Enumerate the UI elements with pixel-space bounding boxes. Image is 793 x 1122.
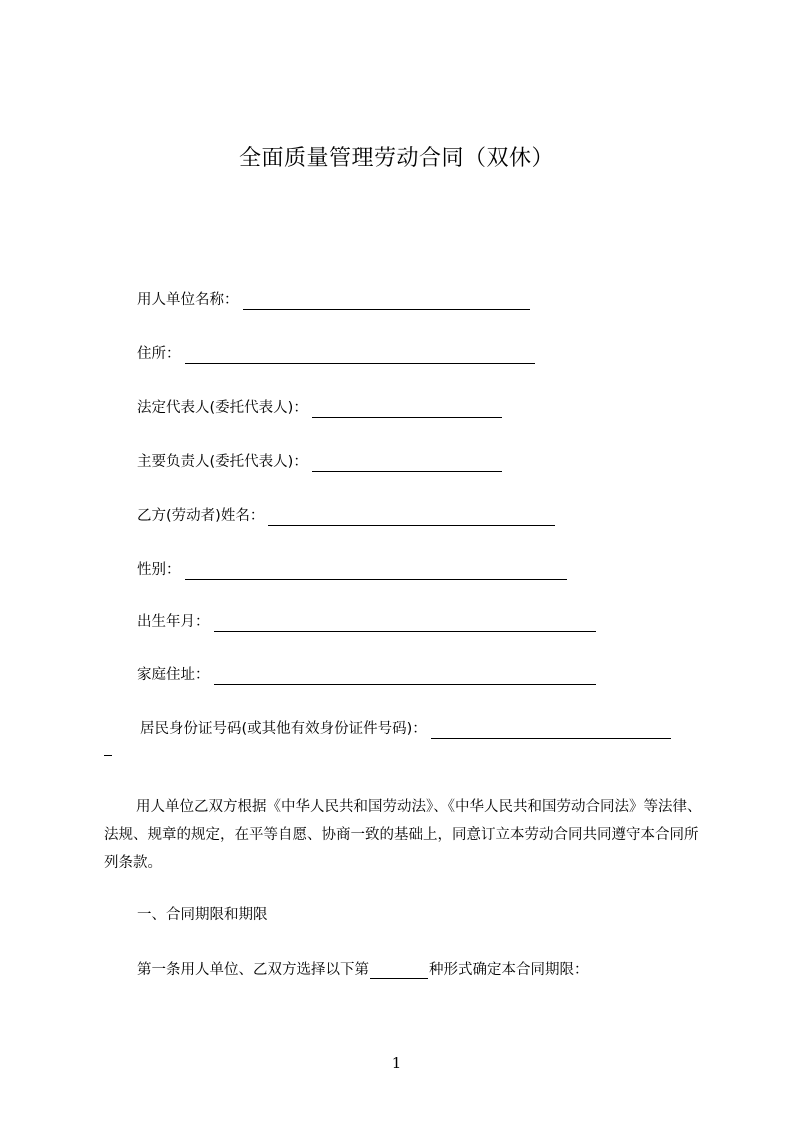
field-birth-date (137, 612, 596, 632)
fill-in-line (214, 617, 596, 632)
field-legal-representative (137, 398, 502, 418)
field-label: 法定代表人(委托代表人)： (137, 400, 308, 416)
field-gender (137, 560, 567, 580)
fill-in-line-continuation (104, 755, 112, 756)
field-label: 出生年月： (137, 614, 210, 630)
fill-in-line (214, 670, 596, 685)
field-home-address (137, 665, 596, 685)
field-address (137, 344, 535, 364)
fill-in-line (431, 724, 671, 739)
clause-1-blank (370, 964, 428, 979)
field-employer-name (137, 290, 530, 310)
fill-in-line (268, 511, 555, 526)
fill-in-line (185, 565, 567, 580)
field-employee-name (137, 506, 555, 526)
document-title: 全面质量管理劳动合同（双休） (238, 146, 554, 171)
fill-in-line (185, 349, 535, 364)
field-id-number (140, 719, 671, 739)
field-label: 居民身份证号码(或其他有效身份证件号码)： (140, 721, 427, 737)
fill-in-line (312, 457, 502, 472)
field-principal (137, 452, 502, 472)
field-label: 性别： (137, 562, 181, 578)
field-label: 用人单位名称： (137, 292, 239, 308)
clause-1 (137, 958, 589, 979)
field-label: 住所： (137, 346, 181, 362)
section-heading: 一、合同期限和期限 (137, 907, 268, 923)
fill-in-line (312, 403, 502, 418)
clause-1-text-after: 种形式确定本合同期限： (429, 962, 589, 978)
intro-paragraph-text: 用人单位乙双方根据《中华人民共和国劳动法》、《中华人民共和国劳动合同法》等法律、法规、规章的规定，在平等自愿、协商一致的基础上，同意订立本劳动合同共同遵守本合同所列条款。 (104, 799, 702, 871)
field-label: 家庭住址： (137, 667, 210, 683)
intro-paragraph (104, 793, 704, 877)
field-label: 主要负责人(委托代表人)： (137, 454, 308, 470)
page-number: 1 (391, 1054, 402, 1072)
field-label: 乙方(劳动者)姓名： (137, 508, 265, 524)
clause-1-text-before: 第一条用人单位、乙双方选择以下第 (137, 962, 369, 978)
fill-in-line (243, 295, 530, 310)
